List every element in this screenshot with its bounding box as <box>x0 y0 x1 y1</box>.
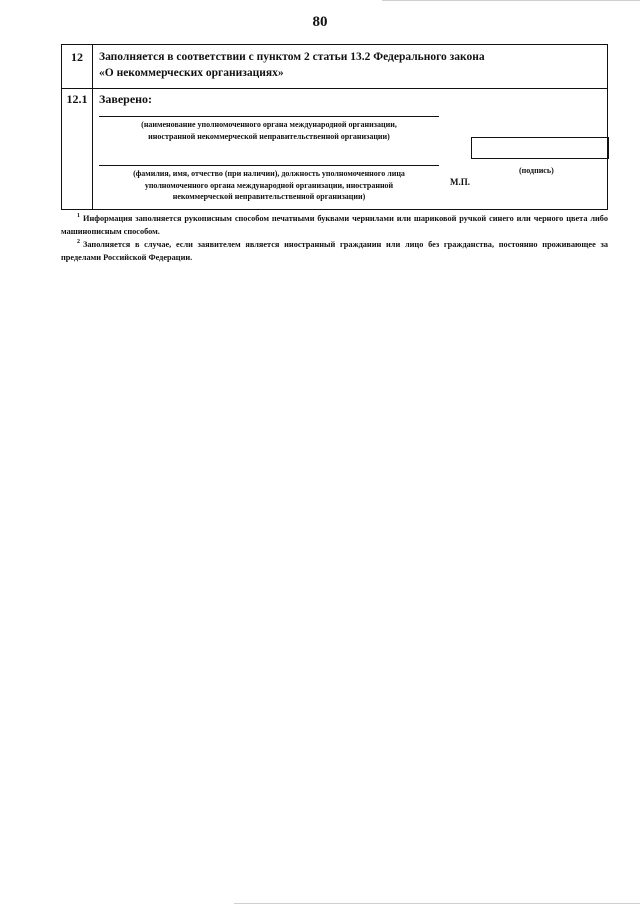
scan-edge-top <box>382 0 640 1</box>
caption-1-line-2: иностранной некоммерческой неправительственной организации) <box>148 131 390 141</box>
footnote-1-text: Информация заполняется рукописным способом печатными буквами чернилами или шариковой ручкой синего или черного цвета либо машинописным способом. <box>61 213 608 236</box>
organization-name-caption <box>99 119 439 142</box>
table-row-12 <box>62 45 608 89</box>
caption-2-line-3: некоммерческой неправительственной организации) <box>172 192 366 201</box>
table-row-12-1 <box>62 89 608 210</box>
footnote-1-marker: 1 <box>77 213 80 219</box>
row-number-12-1: 12.1 <box>62 89 93 210</box>
signature-box[interactable] <box>471 137 609 159</box>
row-12-line-1: Заполняется в соответствии с пунктом 2 статьи 13.2 Федерального закона <box>99 51 485 63</box>
authorized-person-caption <box>99 168 439 203</box>
signature-label: (подпись) <box>519 166 554 175</box>
organization-name-line[interactable] <box>99 116 439 117</box>
row-12-1-cell <box>93 89 608 210</box>
authorized-person-line[interactable] <box>99 165 439 166</box>
scan-edge-bottom <box>234 903 640 904</box>
row-number-12: 12 <box>62 45 93 89</box>
footnote-2-text: Заполняется в случае, если заявителем является иностранный гражданин или лицо без гражданства, постоянно проживающее за пределами Российской Федерации. <box>61 239 608 262</box>
footnote-2 <box>61 236 608 264</box>
caption-2-line-1: (фамилия, имя, отчество (при наличии), должность уполномоченного лица <box>133 169 405 178</box>
caption-1-line-1: (наименование уполномоченного органа международной организации, <box>141 120 397 129</box>
row-12-text <box>93 45 608 89</box>
caption-2-line-2: уполномоченного органа международной организации, иностранной <box>144 180 394 190</box>
stamp-label: М.П. <box>450 177 470 187</box>
page-number: 80 <box>312 14 328 30</box>
footnote-1 <box>61 210 608 238</box>
form-table <box>61 44 608 210</box>
row-12-line-2: «О некоммерческих организациях» <box>99 67 284 79</box>
certified-label: Заверено: <box>99 92 153 106</box>
footnote-2-marker: 2 <box>77 239 80 245</box>
